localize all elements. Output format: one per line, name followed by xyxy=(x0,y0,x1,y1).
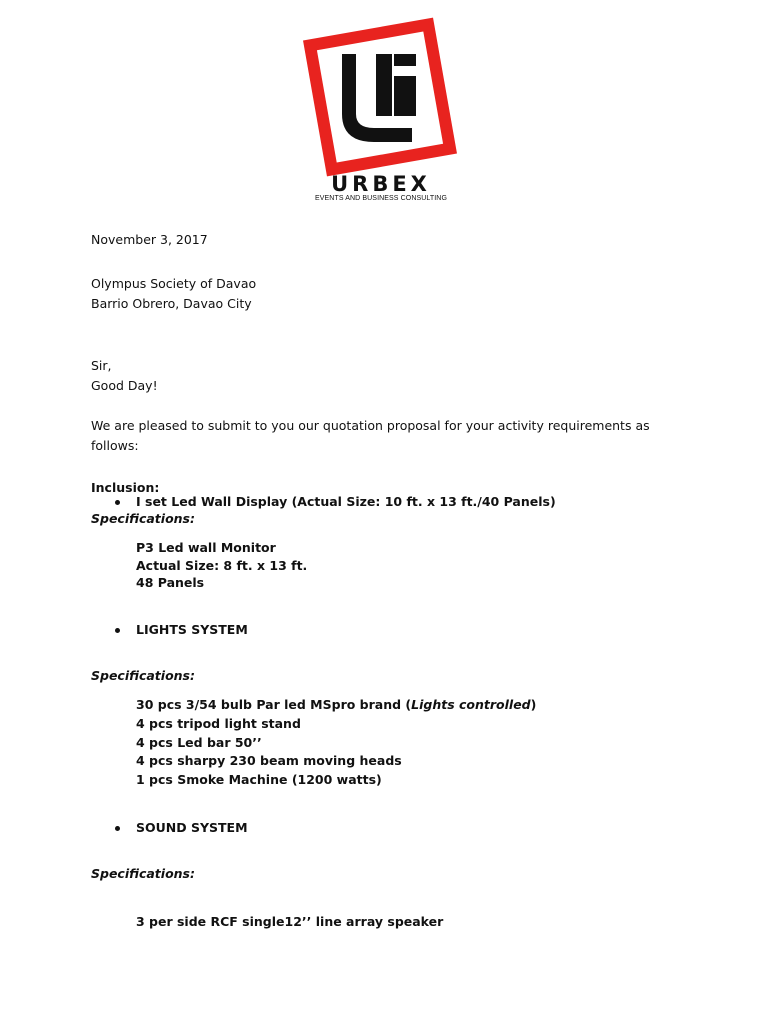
led-spec-item: P3 Led wall Monitor xyxy=(136,540,276,555)
led-spec-item: 48 Panels xyxy=(136,575,205,590)
lights-spec-item: 4 pcs sharpy 230 beam moving heads xyxy=(136,753,402,768)
lights-spec-item: 1 pcs Smoke Machine (1200 watts) xyxy=(136,772,382,787)
lights-spec-item: 4 pcs Led bar 50’’ xyxy=(136,735,262,750)
sound-system-bullet: SOUND SYSTEM xyxy=(136,820,248,835)
specifications-label: Specifications: xyxy=(91,511,195,526)
intro-text-line2: follows: xyxy=(91,438,139,453)
recipient-name: Olympus Society of Davao xyxy=(91,276,257,291)
lights-spec-italic: Lights controlled xyxy=(411,697,531,712)
inclusion-heading: Inclusion: xyxy=(91,480,160,495)
lights-spec-item xyxy=(136,697,536,712)
intro-text-line1: We are pleased to submit to you our quotation proposal for your activity requirements as xyxy=(91,418,650,433)
specifications-label: Specifications: xyxy=(91,668,195,683)
lights-spec-item: 4 pcs tripod light stand xyxy=(136,716,301,731)
greeting: Good Day! xyxy=(91,378,158,393)
bullet-icon xyxy=(115,826,120,831)
bullet-icon xyxy=(115,500,120,505)
bullet-icon xyxy=(115,628,120,633)
letter-date: November 3, 2017 xyxy=(91,232,208,247)
brand-name: URBEX xyxy=(331,172,431,196)
salutation: Sir, xyxy=(91,358,112,373)
lights-spec-end: ) xyxy=(530,697,537,712)
lights-system-bullet: LIGHTS SYSTEM xyxy=(136,622,248,637)
specifications-label: Specifications: xyxy=(91,866,195,881)
lights-spec-main: 30 pcs 3/54 bulb Par led MSpro brand ( xyxy=(136,697,412,712)
recipient-address: Barrio Obrero, Davao City xyxy=(91,296,252,311)
led-spec-item: Actual Size: 8 ft. x 13 ft. xyxy=(136,558,308,573)
brand-tagline: EVENTS AND BUSINESS CONSULTING xyxy=(314,195,447,202)
sound-spec-item: 3 per side RCF single12’’ line array speaker xyxy=(136,914,444,929)
led-wall-bullet: I set Led Wall Display (Actual Size: 10 ft. x 13 ft./40 Panels) xyxy=(136,494,556,509)
